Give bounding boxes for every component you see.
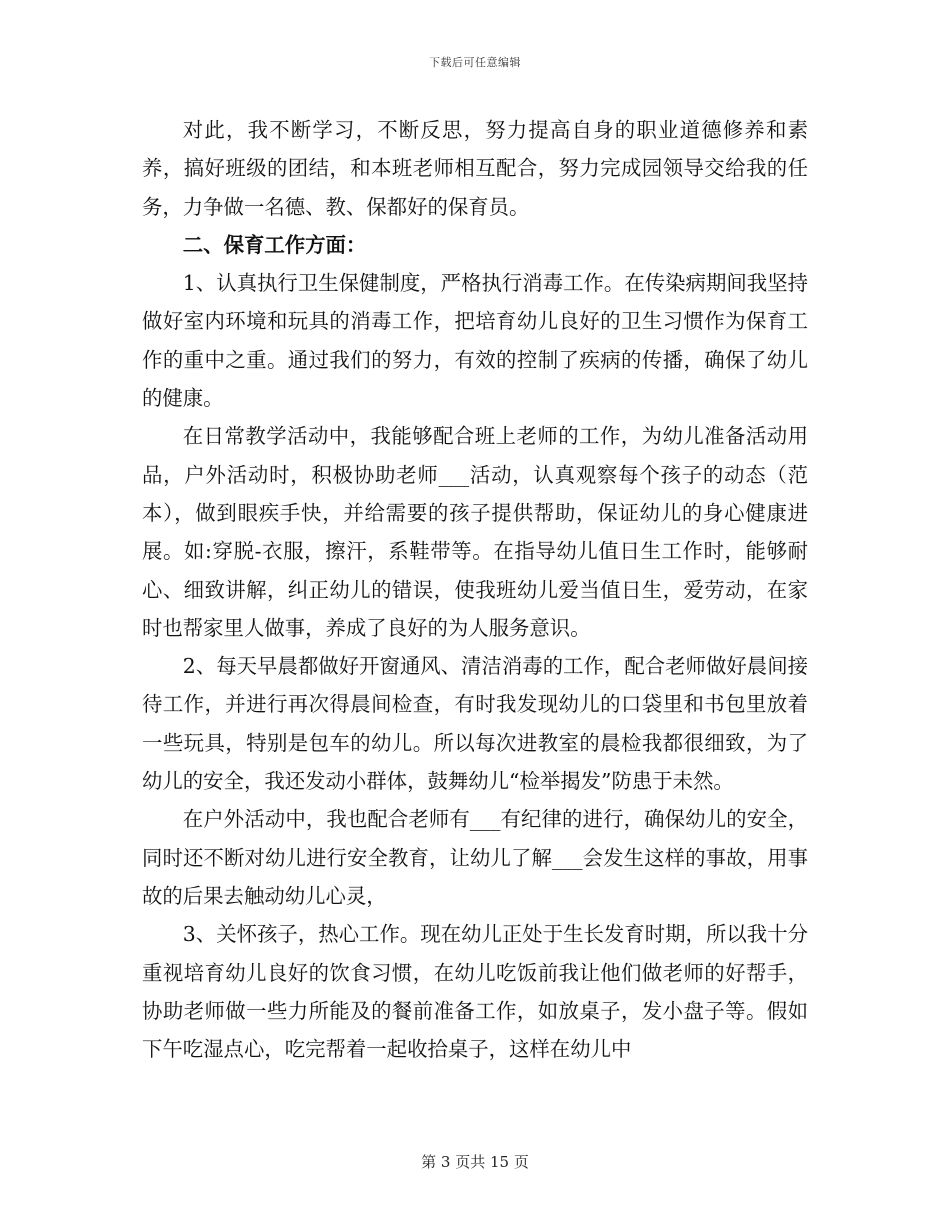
paragraph-intro: 对此，我不断学习，不断反思，努力提高自身的职业道德修养和素养，搞好班级的团结，和本班老师相互配合，努力完成园领导交给我的任务，力争做一名德、教、保都好的保育员。 — [142, 118, 808, 219]
document-body — [142, 111, 808, 1068]
paragraph-hygiene: 1、认真执行卫生保健制度，严格执行消毒工作。在传染病期间我坚持做好室内环境和玩具的消毒工作，把培育幼儿良好的卫生习惯作为保育工作的重中之重。通过我们的努力，有效的控制了疾病的传播，确保了幼儿的健康。 — [142, 271, 808, 411]
page-header: 下载后可任意编辑 — [429, 56, 521, 69]
paragraph-daily-activities: 在日常教学活动中，我能够配合班上老师的工作，为幼儿准备活动用品，户外活动时，积极协助老师___活动，认真观察每个孩子的动态（范本），做到眼疾手快，并给需要的孩子提供帮助，保证幼儿的身心健康进展。如:穿脱-衣服，擦汗，系鞋带等。在指导幼儿值日生工作时，能够耐心、细致讲解，纠正幼儿的错误，使我班幼儿爱当值日生，爱劳动，在家时也帮家里人做事，养成了良好的为人服务意识。 — [142, 424, 808, 640]
paragraph-outdoor-safety: 在户外活动中，我也配合老师有___有纪律的进行，确保幼儿的安全，同时还不断对幼儿进行安全教育，让幼儿了解___会发生这样的事故，用事故的后果去触动幼儿心灵， — [142, 807, 808, 908]
section-heading: 二、保育工作方面： — [182, 232, 367, 257]
paragraph-care: 3、关怀孩子，热心工作。现在幼儿正处于生长发育时期，所以我十分重视培育幼儿良好的饮食习惯，在幼儿吃饭前我让他们做老师的好帮手，协助老师做一些力所能及的餐前准备工作，如放桌子，发小盘子等。假如下午吃湿点心，吃完帮着一起收拾桌子，这样在幼儿中 — [142, 922, 808, 1062]
page-number: 第 3 页共 15 页 — [421, 1153, 529, 1171]
paragraph-morning-check: 2、每天早晨都做好开窗通风、清洁消毒的工作，配合老师做好晨间接待工作，并进行再次得晨间检查，有时我发现幼儿的口袋里和书包里放着一些玩具，特别是包车的幼儿。所以每次进教室的晨检我都很细致，为了幼儿的安全，我还发动小群体，鼓舞幼儿“检举揭发”防患于未然。 — [142, 654, 808, 794]
